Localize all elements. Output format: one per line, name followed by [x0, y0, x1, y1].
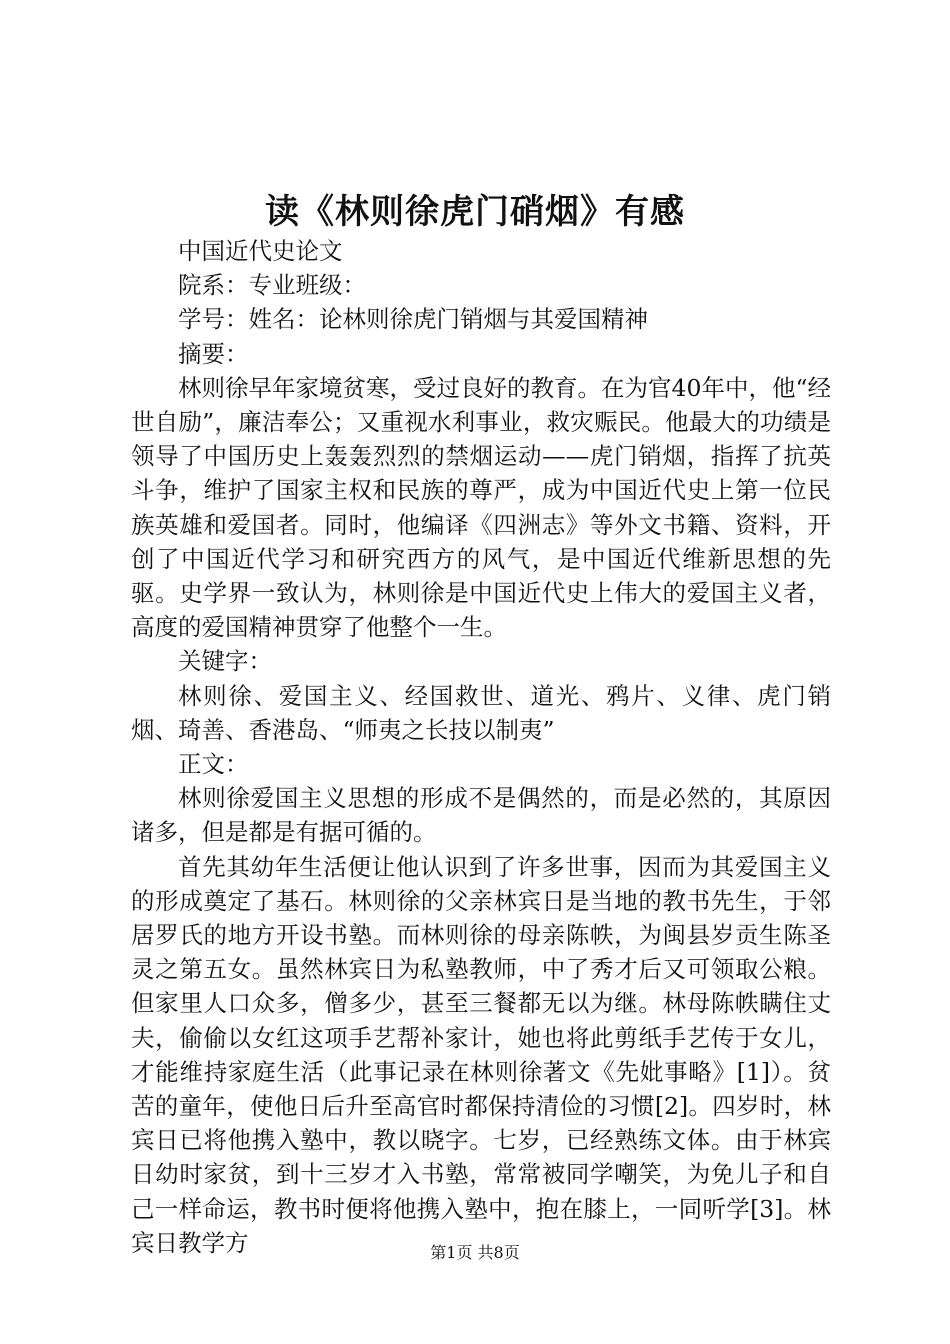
department-line: 院系：专业班级： [178, 271, 366, 300]
page-footer: 第1页 共8页 [430, 1243, 520, 1262]
abstract-heading: 摘要： [178, 339, 249, 368]
document-body [131, 234, 831, 1260]
keywords-paragraph: 林则徐、爱国主义、经国救世、道光、鸦片、义律、虎门销烟、琦善、香港岛、“师夷之长技以制夷” [131, 681, 831, 744]
body-heading: 正文： [178, 750, 249, 779]
abstract-paragraph: 林则徐早年家境贫寒，受过良好的教育。在为官40年中，他“经世自励”，廉洁奉公；又重视水利事业，救灾赈民。他最大的功绩是领导了中国历史上轰轰烈烈的禁烟运动——虎门销烟，指挥了抗英斗争，维护了国家主权和民族的尊严，成为中国近代史上第一位民族英雄和爱国者。同时，他编译《四洲志》等外文书籍、资料，开创了中国近代学习和研究西方的风气，是中国近代维新思想的先驱。史学界一致认为，林则徐是中国近代史上伟大的爱国主义者，高度的爱国精神贯穿了他整个一生。 [131, 373, 831, 642]
keywords-heading: 关键字： [178, 647, 272, 676]
student-line: 学号：姓名：论林则徐虎门销烟与其爱国精神 [178, 305, 648, 334]
body-paragraph-1: 林则徐爱国主义思想的形成不是偶然的，而是必然的，其原因诸多，但是都是有据可循的。 [131, 784, 831, 847]
document-title: 读《林则徐虎门硝烟》有感 [265, 192, 685, 232]
subject-line: 中国近代史论文 [178, 237, 343, 265]
body-paragraph-2: 首先其幼年生活便让他认识到了许多世事，因而为其爱国主义的形成奠定了基石。林则徐的父亲林宾日是当地的教书先生，于邻居罗氏的地方开设书塾。而林则徐的母亲陈帙，为闽县岁贡生陈圣灵之第五女。虽然林宾日为私塾教师，中了秀才后又可领取公粮。但家里人口众多，僧多少，甚至三餐都无以为继。林母陈帙瞒住丈夫，偷偷以女红这项手艺帮补家计，她也将此剪纸手艺传于女儿，才能维持家庭生活（此事记录在林则徐著文《先妣事略》[1]）。贫苦的童年，使他日后升至高官时都保持清俭的习惯[2]。四岁时，林宾日已将他携入塾中，教以晓字。七岁，已经熟练文体。由于林宾日幼时家贫，到十三岁才入书塾，常常被同学嘲笑，为免儿子和自己一样命运，教书时便将他携入塾中，抱在膝上，一同听学[3]。林宾日教学方 [131, 852, 831, 1257]
